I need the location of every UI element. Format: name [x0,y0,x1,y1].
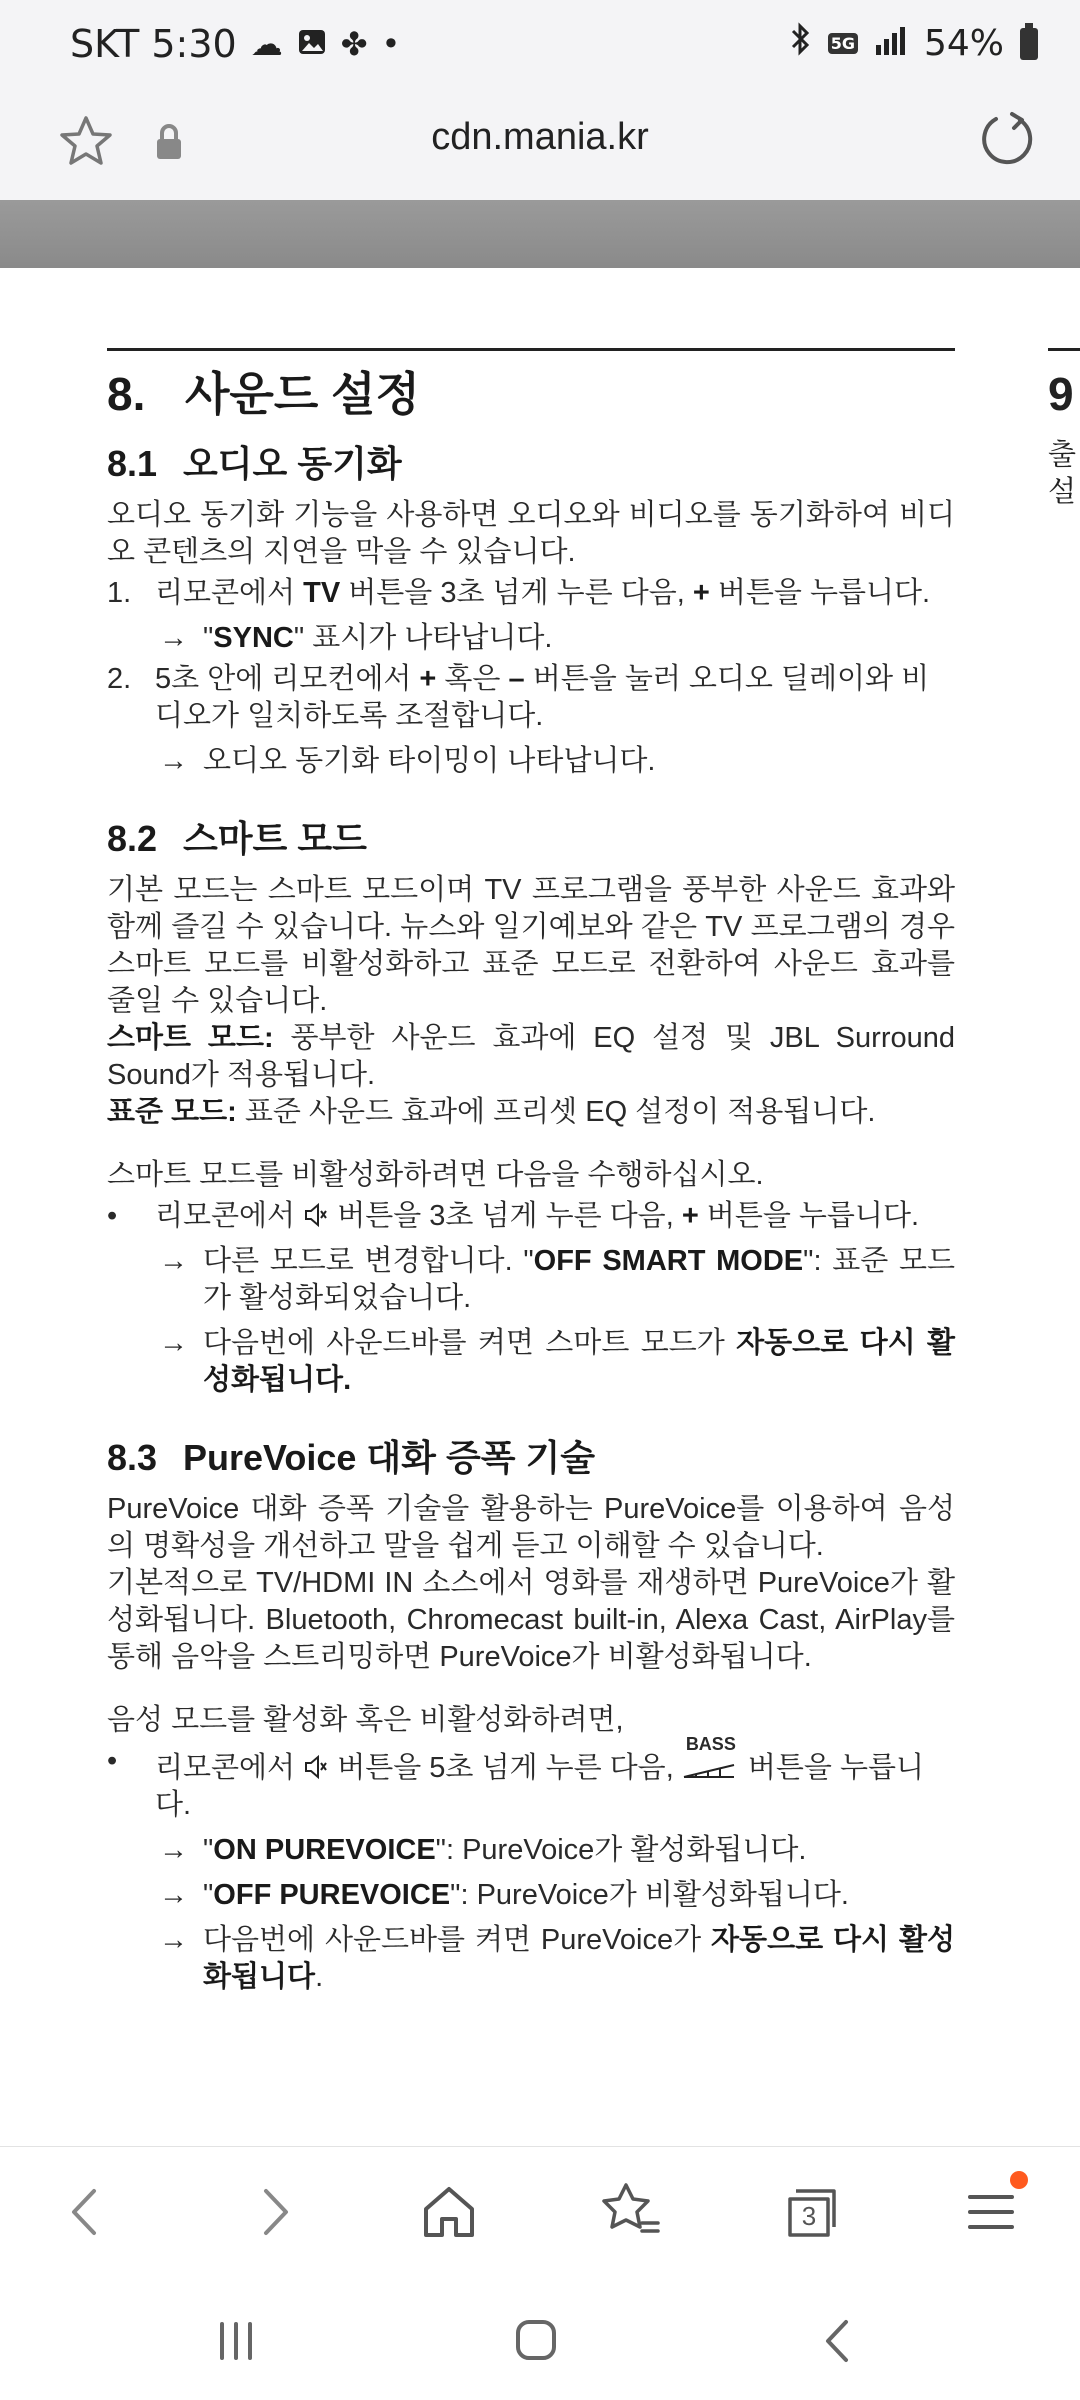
status-right [788,22,1038,65]
text: 리모콘에서 [155,1200,304,1232]
forward-icon[interactable] [238,2177,308,2247]
minus-symbol: – [508,663,525,695]
url-text[interactable]: cdn.mania.kr [431,116,649,158]
section-number: 8.1 [107,443,158,484]
text: ": PureVoice가 활성화됩니다. [435,1834,807,1866]
text: 혹은 [436,663,509,695]
arrow-icon: → [159,1327,188,1359]
list-item [107,1734,955,1824]
paragraph: 기본 모드는 스마트 모드이며 TV 프로그램을 풍부한 사운드 효과와 함께 즐길 수 있습니다. 뉴스와 일기예보와 같은 TV 프로그램의 경우 스마트 모드를 비활성화하고 표준 모드로 전환하여 사운드 효과를 줄일 수 있습니다. [107,874,955,1017]
pdf-document[interactable] [0,268,1080,2146]
text: 다른 모드로 변경합니다. " [203,1245,534,1277]
text: 버튼을 누릅니다. [698,1200,920,1232]
paragraph: 기본적으로 TV/HDMI IN 소스에서 영화를 재생하면 PureVoice가 활성화됩니다. Bluetooth, Chromecast built-in, Alexa Cast, AirPlay를 통해 음악을 스트리밍하면 PureVoice가 비활성화됩니다. [107,1567,955,1673]
bold-text: TV [303,577,341,609]
image-icon [297,22,327,66]
bold-text: ON PUREVOICE [213,1834,436,1866]
text: 버튼을 눌러 오디오 딜레이와 비디오가 일치하도록 조절합니다. [155,663,930,732]
paragraph: 스마트 모드를 비활성화하려면 다음을 수행하십시오. [107,1159,764,1191]
result-item [107,1832,955,1869]
paragraph: PureVoice 대화 증폭 기술을 활용하는 PureVoice를 이용하여 음성의 명확성을 개선하고 말을 쉽게 듣고 이해할 수 있습니다. [107,1493,955,1562]
next-page-text: 출 설 [1048,439,1077,508]
text: 버튼을 5초 넘게 누른 다음, [329,1752,682,1784]
result-item [107,620,955,657]
text: 다음번에 사운드바를 켜면 스마트 모드가 [203,1327,737,1359]
plus-symbol: + [681,1200,699,1232]
result-item [107,1243,955,1317]
list-number: 1. [107,577,132,609]
paragraph: 오디오 동기화 기능을 사용하면 오디오와 비디오를 동기화하여 비디오 콘텐츠의 지연을 막을 수 있습니다. [107,499,955,568]
tab-count: 3 [801,2201,817,2231]
text: " [203,622,214,654]
paragraph [107,1094,955,1131]
bold-text: 스마트 모드: [107,1022,274,1054]
text: 표준 사운드 효과에 프리셋 EQ 설정이 적용됩니다. [236,1096,876,1128]
text: 풍부한 사운드 효과에 EQ 설정 및 JBL Surround Sound가 적용됩니다. [107,1022,955,1091]
arrow-icon: → [159,1245,188,1277]
system-navigation [0,2276,1080,2400]
text: 다음번에 사운드바를 켜면 PureVoice가 [203,1924,712,1956]
network-badge: 5G [828,33,858,54]
section-number: 8.2 [107,818,158,859]
bluetooth-icon [788,22,812,65]
text: ": PureVoice가 비활성화됩니다. [450,1879,849,1911]
text: " [203,1879,214,1911]
text: 버튼을 3초 넘게 누른 다음, [340,577,693,609]
speaker-icon [303,1202,329,1228]
page-top-band [0,200,1080,268]
text: " 표시가 나타납니다. [293,622,553,654]
text: 버튼을 3초 넘게 누른 다음, [329,1200,682,1232]
home-icon[interactable] [414,2177,484,2247]
text: ": 표준 모드가 활성화되었습니다. [203,1245,955,1314]
bold-text: OFF SMART MODE [533,1245,804,1277]
bass-label: BASS [685,1734,736,1754]
arrow-icon: → [159,1924,188,1956]
result-item [107,1877,955,1914]
text: 버튼을 누릅니다. [155,1752,925,1821]
tabs-button[interactable] [774,2177,844,2247]
bookmarks-icon[interactable] [596,2177,666,2247]
arrow-icon: → [159,1879,188,1911]
paragraph: 음성 모드를 활성화 혹은 비활성화하려면, [107,1704,624,1736]
bullet: • [107,1200,118,1232]
bass-button-icon [682,1734,740,1783]
browser-toolbar [0,2146,1080,2276]
bullet: • [107,1745,118,1777]
menu-button[interactable] [956,2177,1026,2247]
fan-icon: ✤ [340,25,368,63]
signal-icon [874,23,908,64]
list-item [107,1198,955,1235]
paragraph [107,1020,955,1094]
text: " [203,1834,214,1866]
result-item [107,743,955,780]
result-item [107,1922,955,1996]
status-bar [0,0,1080,92]
cloud-icon: ☁ [250,25,283,63]
text: . [315,1961,324,1993]
bold-text: 자동으로 다시 활성화됩니다. [203,1327,955,1396]
url-bar [0,92,1080,200]
section-title: 오디오 동기화 [183,443,402,484]
back-icon[interactable] [52,2177,122,2247]
back-nav-icon[interactable] [808,2316,868,2366]
bold-text: SYNC [213,622,294,654]
list-number: 2. [107,663,132,695]
battery-percent: 54% [923,23,1004,64]
carrier-time: SKT 5:30 [70,22,237,66]
bold-text: 표준 모드: [107,1096,237,1128]
chapter-heading [107,365,955,423]
battery-icon [1020,28,1038,60]
section-title: PureVoice 대화 증폭 기술 [183,1437,596,1478]
status-left [70,22,400,66]
text: 리모콘에서 [155,1752,304,1784]
speaker-icon [303,1754,329,1780]
recents-icon[interactable] [206,2316,266,2366]
section-heading-8-1 [107,441,955,487]
section-number: 8.3 [107,1437,158,1478]
next-page-rule [1048,348,1080,351]
text: 오디오 동기화 타이밍이 나타납니다. [203,745,656,777]
bold-text: OFF PUREVOICE [213,1879,451,1911]
arrow-icon: → [159,622,188,654]
section-title: 스마트 모드 [183,818,367,859]
list-item [107,575,955,612]
chapter-title: 사운드 설정 [185,368,420,420]
result-item [107,1325,955,1399]
dot-icon: • [381,25,401,63]
arrow-icon: → [159,1834,188,1866]
notification-dot [1010,2171,1028,2189]
section-heading-8-2 [107,816,955,862]
text: 리모콘에서 [155,577,304,609]
reload-icon[interactable] [974,108,1040,174]
next-page-edge [1048,348,1080,511]
bold-text: 자동으로 다시 활성화됩니다 [203,1924,955,1993]
text: 버튼을 누릅니다. [709,577,931,609]
section-heading-8-3 [107,1435,955,1481]
chapter-number: 8. [107,368,146,420]
arrow-icon: → [159,745,188,777]
plus-symbol: + [692,577,710,609]
manual-page [107,348,955,1996]
home-nav-icon[interactable] [506,2316,566,2366]
text: 5초 안에 리모컨에서 [155,663,420,695]
list-item [107,661,955,735]
chapter-rule [107,348,955,351]
next-chapter-number: 9 [1048,368,1074,420]
plus-symbol: + [419,663,437,695]
